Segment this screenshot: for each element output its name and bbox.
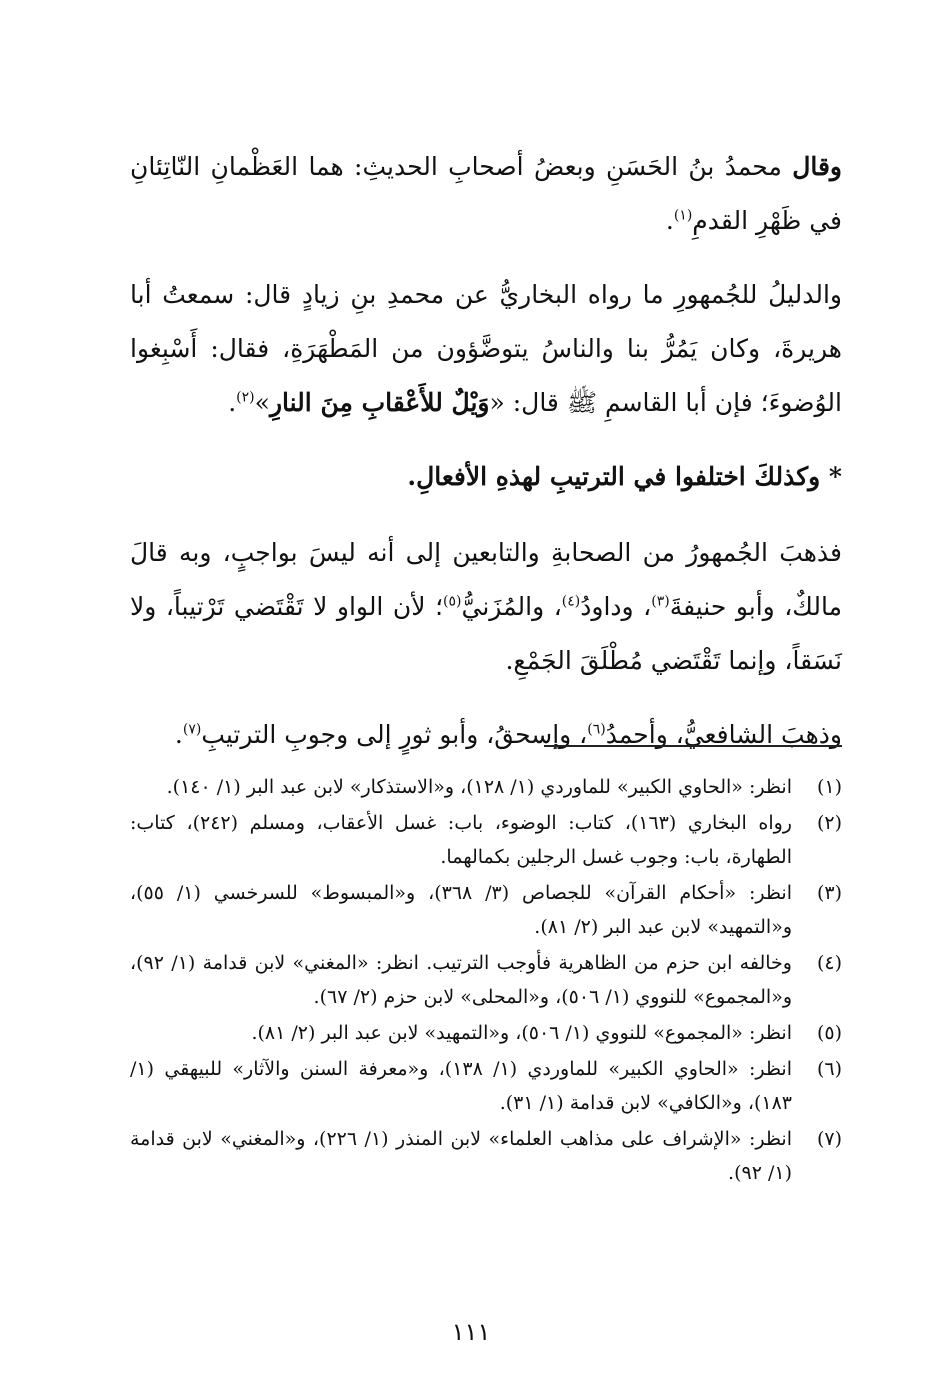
footnote-1 [130,770,842,804]
paragraph-2-text-1: والدليلُ للجُمهورِ ما رواه البخاريُّ عن محمدِ بنِ زيادٍ قال: سمعتُ أبا هريرةَ، وكان يَمُرُّ بنا والناسُ يتوضَّؤون من المَطْهَرَةِ، فقال: أَسْبِغوا الوُضوءَ؛ فإن أبا القاسمِ ﷺ قال: « [130,280,842,417]
footnote-number: (٦) [816,1058,842,1080]
footnotes [130,770,842,1192]
footnote-ref-2[interactable]: (٢) [236,389,255,406]
footnote-ref-1[interactable]: (١) [673,207,693,224]
page-number: ١١١ [451,1318,491,1346]
paragraph-1-text: محمدُ بنُ الحَسَنِ وبعضُ أصحابِ الحديثِ: هما العَظْمانِ النّاتِئانِ في ظَهْرِ القدمِ [130,152,842,235]
footnote-5 [130,1016,842,1050]
footnote-number: (٢) [816,812,842,834]
paragraph-3-text-3: ، والمُزَنيُّ [461,592,562,621]
paragraph-4-text-1: وذهبَ الشافعيُّ، وأحمدُ [605,720,842,749]
paragraph-3-text-1: فذهبَ الجُمهورُ من الصحابةِ والتابعين إلى أنه ليسَ بواجبٍ، وبه قالَ مالكٌ، وأبو حنيفةَ [130,538,843,621]
footnote-ref-5[interactable]: (٥) [443,593,462,610]
paragraph-1 [130,140,842,248]
footnote-text: انظر: «المجموع» للنووي (١/ ٥٠٦)، و«التمهيد» لابن عبد البر (٢/ ٨١). [251,1022,792,1044]
paragraph-1-lead: وقال [792,152,842,181]
footnote-text: انظر: «الحاوي الكبير» للماوردي (١/ ١٢٨)، و«الاستذكار» لابن عبد البر (١/ ١٤٠). [166,776,792,798]
footnote-3 [130,876,842,944]
footnote-number: (١) [816,776,842,798]
footnote-text: انظر: «الإشراف على مذاهب العلماء» لابن المنذر (١/ ٢٢٦)، و«المغني» لابن قدامة (١/ ٩٢). [130,1128,792,1184]
paragraph-2 [130,268,842,430]
paragraph-3 [130,526,842,688]
footnote-number: (٧) [816,1128,842,1150]
footnote-number: (٣) [816,882,842,904]
section-heading: * وكذلكَ اختلفوا في الترتيبِ لهذهِ الأفعالِ. [407,462,842,491]
footnote-ref-3[interactable]: (٣) [651,593,670,610]
footnote-text: انظر: «الحاوي الكبير» للماوردي (١/ ١٣٨)، و«معرفة السنن والآثار» للبيهقي (١/ ١٨٣)، و«الكافي» لابن قدامة (١/ ٣١). [130,1058,792,1114]
paragraph-1-end: . [665,206,674,235]
footnote-number: (٤) [816,952,842,974]
paragraph-4 [130,708,842,762]
paragraph-4-text-2: ، وإسحقُ، وأبو ثورٍ إلى وجوبِ الترتيبِ [201,720,588,749]
footnote-ref-4[interactable]: (٤) [561,593,581,610]
footnote-6 [130,1052,842,1120]
main-text [130,140,842,782]
paragraph-3-text-2: ، وداودُ [580,592,652,621]
footnote-ref-6[interactable]: (٦) [587,721,606,738]
footnote-number: (٥) [816,1022,842,1044]
footnote-2 [130,806,842,874]
footnote-text: انظر: «أحكام القرآن» للجصاص (٣/ ٣٦٨)، و«المبسوط» للسرخسي (١/ ٥٥)، و«التمهيد» لابن عبد البر (٢/ ٨١). [130,882,792,938]
paragraph-4-end: . [174,720,183,749]
footnote-text: رواه البخاري (١٦٣)، كتاب: الوضوء، باب: غسل الأعقاب، ومسلم (٢٤٢)، كتاب: الطهارة، باب: وجوب غسل الرجلين بكمالهما. [130,812,792,868]
footnote-divider [544,745,842,747]
footnote-4 [130,946,842,1014]
paragraph-3-text-4: ؛ لأن الواو لا تَقْتَضي تَرْتيباً، ولا نَسَقاً، وإنما تَقْتَضي مُطْلَقَ الجَمْعِ. [130,592,842,675]
footnote-text: وخالفه ابن حزم من الظاهرية فأوجب الترتيب. انظر: «المغني» لابن قدامة (١/ ٩٢)، و«المجموع» للنووي (١/ ٥٠٦)، و«المحلى» لابن حزم (٢/ ٦٧). [130,952,792,1008]
hadith-quote: وَيْلٌ للأَعْقابِ مِنَ النارِ [269,388,490,417]
footnote-7 [130,1122,842,1190]
paragraph-2-end: . [228,388,237,417]
paragraph-2-text-2: » [254,388,270,417]
footnote-ref-7[interactable]: (٧) [182,721,202,738]
